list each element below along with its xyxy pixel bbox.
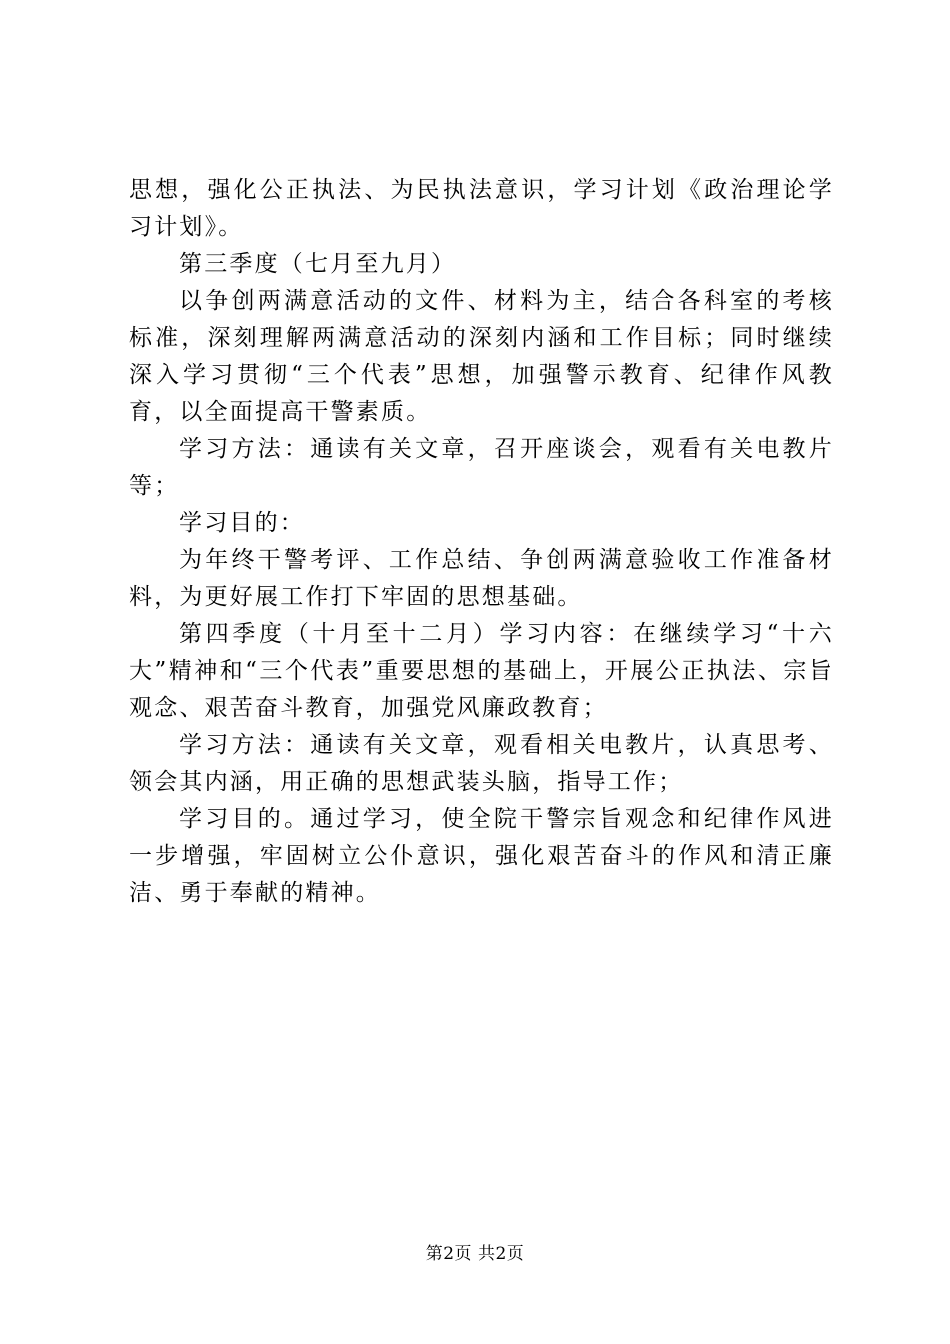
paragraph: 思想，强化公正执法、为民执法意识，学习计划《政治理论学习计划》。 xyxy=(129,177,834,240)
paragraph: 以争创两满意活动的文件、材料为主，结合各科室的考核标准，深刻理解两满意活动的深刻内涵和工作目标；同时继续深入学习贯彻“三个代表”思想，加强警示教育、纪律作风教育，以全面提高干警素质。 xyxy=(129,288,834,425)
paragraph-heading-q4: 第四季度（十月至十二月）学习内容：在继续学习“十六大”精神和“三个代表”重要思想的基础上，开展公正执法、宗旨观念、艰苦奋斗教育，加强党风廉政教育； xyxy=(129,621,834,721)
paragraph-purpose: 学习目的。通过学习，使全院干警宗旨观念和纪律作风进一步增强，牢固树立公仆意识，强化艰苦奋斗的作风和清正廉洁、勇于奉献的精神。 xyxy=(129,806,834,906)
page-number-footer: 第2页 共2页 xyxy=(425,1244,525,1264)
document-body xyxy=(129,172,834,912)
paragraph-purpose: 学习目的： xyxy=(179,510,305,536)
paragraph-heading-q3: 第三季度（七月至九月） xyxy=(179,251,457,277)
paragraph-method: 学习方法：通读有关文章，观看相关电教片，认真思考、领会其内涵，用正确的思想武装头脑，指导工作； xyxy=(129,732,834,795)
paragraph-method: 学习方法：通读有关文章，召开座谈会，观看有关电教片等； xyxy=(129,436,834,499)
paragraph: 为年终干警考评、工作总结、争创两满意验收工作准备材料，为更好展工作打下牢固的思想基础。 xyxy=(129,547,834,610)
